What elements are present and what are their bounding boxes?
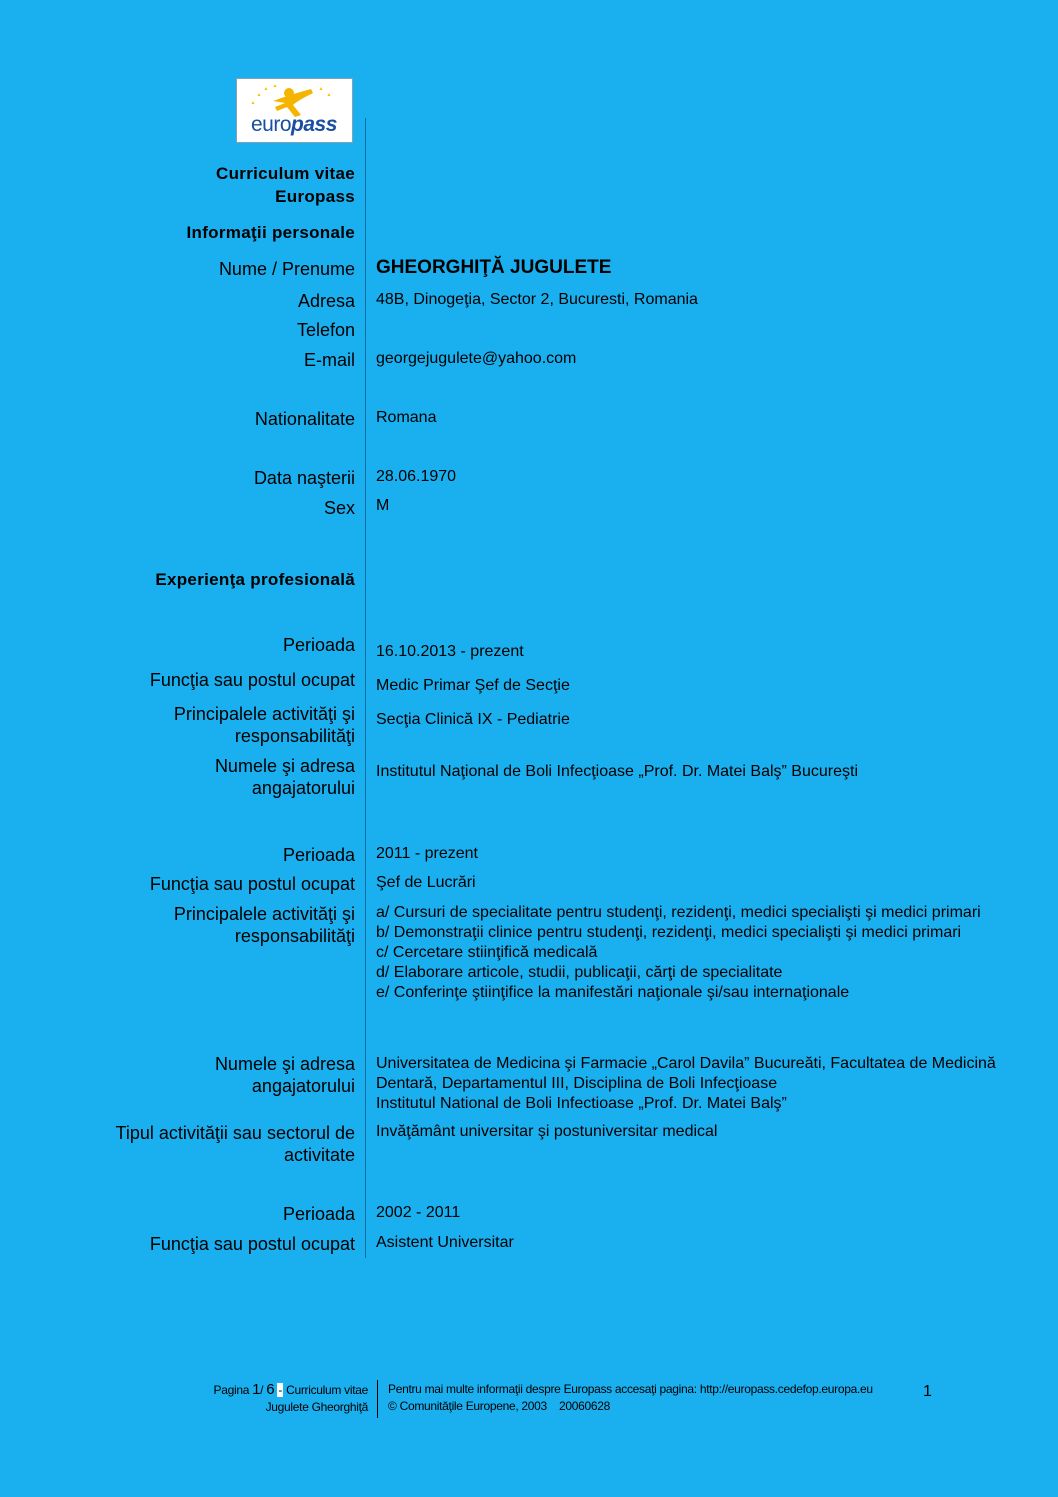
activity-item: b/ Demonstraţii clinice pentru studenţi, rezidenţi, medici specialişti şi medici primari bbox=[376, 924, 962, 941]
activity-item: c/ Cercetare stiinţifică medicală bbox=[376, 944, 598, 961]
entry3-function-label: Funcţia sau postul ocupat bbox=[149, 1234, 355, 1254]
entry2-sector-value: Invăţământ universitar şi postuniversitar medical bbox=[376, 1123, 718, 1140]
footer-info bbox=[388, 1381, 873, 1415]
entry1-function-label: Funcţia sau postul ocupat bbox=[149, 670, 355, 690]
europass-logo bbox=[236, 78, 353, 143]
sex-value: M bbox=[376, 497, 390, 514]
activity-item: e/ Conferinţe ştiinţifice la manifestări naţionale şi/sau internaţionale bbox=[376, 984, 850, 1001]
birthdate-value: 28.06.1970 bbox=[376, 468, 457, 485]
entry1-activities-value: Secţia Clinică IX - Pediatrie bbox=[376, 711, 570, 728]
entry1-activities-label: Principalele activităţi şi responsabilităţi bbox=[173, 704, 355, 746]
entry2-period-value: 2011 - prezent bbox=[376, 845, 478, 862]
entry1-employer-value: Institutul Naţional de Boli Infecţioase „Prof. Dr. Matei Balş” Bucureşti bbox=[376, 763, 858, 780]
employer-item: Institutul National de Boli Infectioase „Prof. Dr. Matei Balş” bbox=[376, 1095, 787, 1112]
personal-info-heading: Informaţii personale bbox=[186, 223, 355, 242]
activity-item: d/ Elaborare articole, studii, publicaţii, cărţi de specialitate bbox=[376, 964, 783, 981]
entry3-period-label: Perioada bbox=[282, 1204, 355, 1224]
entry1-period-label: Perioada bbox=[282, 635, 355, 655]
footer-divider bbox=[377, 1380, 378, 1418]
cv-title-line1: Curriculum vitae bbox=[216, 164, 355, 183]
footer-page-number: 1 bbox=[923, 1383, 932, 1400]
column-divider bbox=[365, 118, 366, 1258]
cv-title-line2: Europass bbox=[275, 187, 355, 206]
entry2-period-label: Perioada bbox=[282, 845, 355, 865]
footer-page-total: 6 bbox=[266, 1381, 275, 1398]
footer-info-line2: © Comunităţile Europene, 2003 20060628 bbox=[388, 1399, 611, 1413]
entry2-function-value: Şef de Lucrări bbox=[376, 874, 476, 891]
entry1-period-value: 16.10.2013 - prezent bbox=[376, 643, 524, 660]
sex-label: Sex bbox=[323, 498, 355, 518]
footer-page-current: 1 bbox=[252, 1381, 261, 1398]
entry2-activities-list bbox=[376, 903, 996, 1003]
footer-info-line1[interactable]: Pentru mai multe informaţii despre Europass accesaţi pagina: http://europass.cedefop.europa.eu bbox=[388, 1382, 873, 1396]
experience-heading: Experienţa profesională bbox=[155, 570, 355, 589]
address-value: 48B, Dinogeţia, Sector 2, Bucuresti, Romania bbox=[376, 291, 698, 308]
footer-page-info bbox=[214, 1381, 369, 1416]
email-label: E-mail bbox=[303, 350, 355, 370]
footer-doc-title: Curriculum vitae bbox=[286, 1383, 368, 1397]
entry1-employer-label: Numele şi adresa angajatorului bbox=[214, 756, 355, 798]
entry2-sector-label: Tipul activităţii sau sectorul de activitate bbox=[115, 1123, 355, 1165]
footer-pagina: Pagina bbox=[213, 1383, 250, 1397]
name-label: Nume / Prenume bbox=[218, 259, 355, 279]
address-label: Adresa bbox=[297, 291, 355, 311]
footer-page-sep: / bbox=[260, 1383, 264, 1397]
birthdate-label: Data naşterii bbox=[253, 468, 355, 488]
entry3-function-value: Asistent Universitar bbox=[376, 1234, 514, 1251]
entry2-activities-label: Principalele activităţi şi responsabilităţi bbox=[173, 904, 355, 946]
nationality-label: Nationalitate bbox=[254, 409, 355, 429]
entry2-function-label: Funcţia sau postul ocupat bbox=[149, 874, 355, 894]
employer-item: Universitatea de Medicina şi Farmacie „Carol Davila” Bucureăti, Facultatea de Medicină Dentară, Departamentul III, Disciplina de Boli Infecţioase bbox=[376, 1055, 996, 1092]
logo-wordmark: europass bbox=[251, 113, 337, 136]
footer-dash: - bbox=[278, 1383, 283, 1397]
footer-doc-owner: Jugulete Gheorghiţă bbox=[265, 1400, 368, 1414]
nationality-value: Romana bbox=[376, 409, 437, 426]
email-value[interactable]: georgejugulete@yahoo.com bbox=[376, 350, 577, 367]
entry1-function-value: Medic Primar Şef de Secţie bbox=[376, 677, 570, 694]
activity-item: a/ Cursuri de specialitate pentru studenţi, rezidenţi, medici specialişti şi medici primari bbox=[376, 904, 981, 921]
phone-label: Telefon bbox=[296, 320, 355, 340]
entry2-employer-list bbox=[376, 1054, 996, 1114]
name-value: GHEORGHIŢĂ JUGULETE bbox=[376, 257, 612, 278]
entry2-employer-label: Numele şi adresa angajatorului bbox=[214, 1054, 355, 1096]
entry3-period-value: 2002 - 2011 bbox=[376, 1204, 461, 1221]
